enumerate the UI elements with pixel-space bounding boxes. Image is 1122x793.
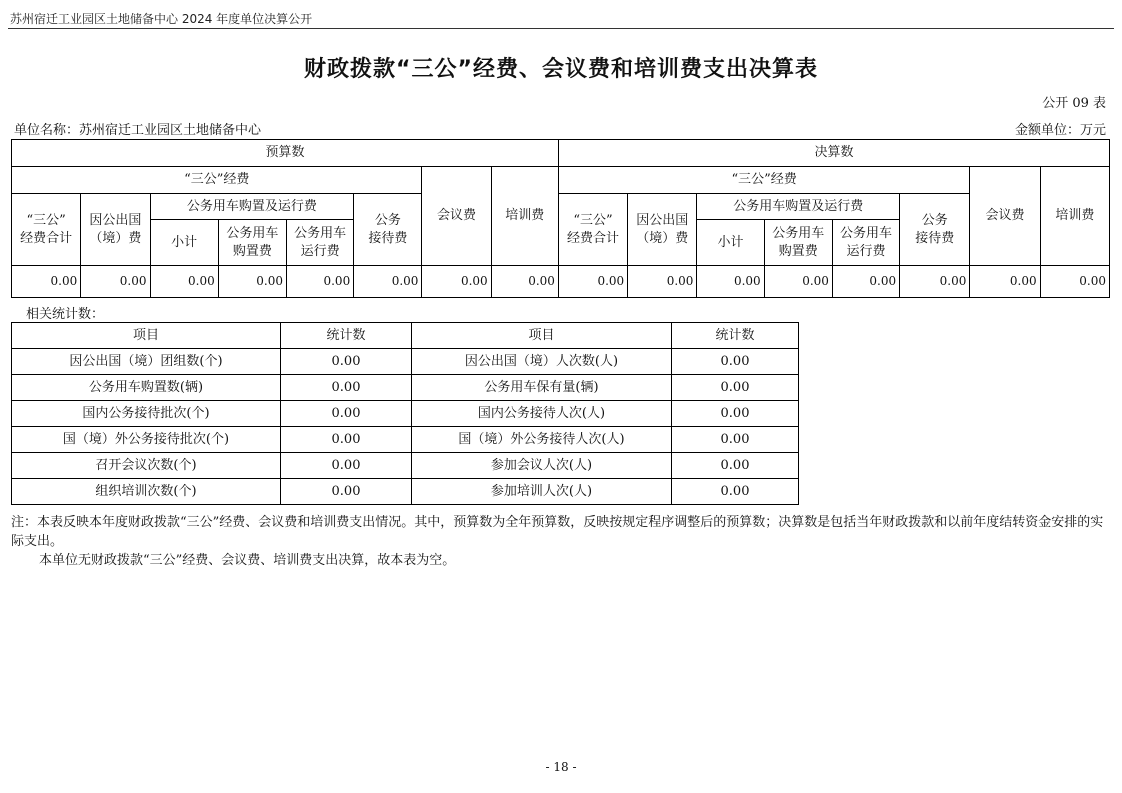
- table-row: [12, 427, 799, 453]
- values-row: [12, 266, 1110, 298]
- final-car-run-header: 公务用车 运行费: [832, 220, 899, 266]
- final-car-purchase-header: 公务用车 购置费: [764, 220, 832, 266]
- final-abroad-header: 因公出国 （境）费: [628, 194, 697, 266]
- document-header: 苏州宿迁工业园区土地储备中心 2024 年度单位决算公开: [10, 12, 313, 26]
- table-row: [12, 401, 799, 427]
- stats-value: 0.00: [281, 349, 412, 375]
- stats-value: 0.00: [672, 401, 799, 427]
- expenditure-table: [11, 139, 1110, 298]
- footnote-line: 注：本表反映本年度财政拨款“三公”经费、会议费和培训费支出情况。其中，预算数为全年预算数，反映按规定程序调整后的预算数；决算数是包括当年财政拨款和以前年度结转资金安排的实际支出。: [11, 515, 1104, 549]
- table-row: [12, 453, 799, 479]
- final-meeting-value: 0.00: [970, 266, 1040, 298]
- final-total-header: “三公” 经费合计: [558, 194, 627, 266]
- header-divider: [8, 28, 1114, 29]
- page-title: 财政拨款“三公”经费、会议费和培训费支出决算表: [304, 57, 818, 82]
- stats-value: 0.00: [672, 375, 799, 401]
- budget-meeting-header: 会议费: [422, 167, 491, 266]
- final-reception-header: 公务 接待费: [900, 194, 970, 266]
- budget-total-value: 0.00: [12, 266, 81, 298]
- final-subtotal-value: 0.00: [697, 266, 764, 298]
- budget-meeting-value: 0.00: [422, 266, 491, 298]
- stats-value: 0.00: [672, 479, 799, 505]
- stats-value: 0.00: [281, 427, 412, 453]
- budget-abroad-value: 0.00: [81, 266, 150, 298]
- budget-subtotal-value: 0.00: [150, 266, 218, 298]
- stats-value: 0.00: [281, 453, 412, 479]
- stats-value: 0.00: [672, 349, 799, 375]
- final-car-purchase-value: 0.00: [764, 266, 832, 298]
- stats-item: 国（境）外公务接待人次(人): [412, 427, 672, 453]
- stats-value: 0.00: [672, 453, 799, 479]
- money-unit: 金额单位：万元: [1014, 123, 1106, 138]
- stats-item: 因公出国（境）团组数(个): [12, 349, 281, 375]
- stats-item: 国内公务接待批次(个): [12, 401, 281, 427]
- footnote-line: 本单位无财政拨款“三公”经费、会议费、培训费支出决算，故本表为空。: [39, 553, 456, 568]
- budget-training-header: 培训费: [491, 167, 558, 266]
- stats-value: 0.00: [672, 427, 799, 453]
- final-training-value: 0.00: [1040, 266, 1109, 298]
- budget-car-purchase-header: 公务用车 购置费: [218, 220, 286, 266]
- table-row: [12, 375, 799, 401]
- stats-item: 国（境）外公务接待批次(个): [12, 427, 281, 453]
- stats-item: 因公出国（境）人次数(人): [412, 349, 672, 375]
- unit-name: 单位名称：苏州宿迁工业园区土地储备中心: [14, 123, 262, 138]
- final-header: 决算数: [558, 140, 1109, 167]
- stats-item: 组织培训次数(个): [12, 479, 281, 505]
- budget-sangong-header: “三公”经费: [12, 167, 422, 194]
- budget-car-purchase-value: 0.00: [218, 266, 286, 298]
- final-total-value: 0.00: [558, 266, 627, 298]
- table-row: [12, 479, 799, 505]
- budget-reception-header: 公务 接待费: [354, 194, 422, 266]
- final-reception-value: 0.00: [900, 266, 970, 298]
- stats-count-header: 统计数: [281, 323, 412, 349]
- stats-value: 0.00: [281, 479, 412, 505]
- stats-item-header: 项目: [412, 323, 672, 349]
- budget-total-header: “三公” 经费合计: [12, 194, 81, 266]
- stats-count-header: 统计数: [672, 323, 799, 349]
- budget-training-value: 0.00: [491, 266, 558, 298]
- stats-value: 0.00: [281, 375, 412, 401]
- final-abroad-value: 0.00: [628, 266, 697, 298]
- final-subtotal-header: 小计: [697, 220, 764, 266]
- stats-item: 参加培训人次(人): [412, 479, 672, 505]
- final-training-header: 培训费: [1040, 167, 1109, 266]
- stats-item-header: 项目: [12, 323, 281, 349]
- stats-item: 公务用车购置数(辆): [12, 375, 281, 401]
- page-number: - 18 -: [545, 760, 577, 774]
- budget-header: 预算数: [12, 140, 559, 167]
- table-row: [12, 349, 799, 375]
- stats-item: 公务用车保有量(辆): [412, 375, 672, 401]
- budget-car-header: 公务用车购置及运行费: [150, 194, 354, 220]
- stats-item: 召开会议次数(个): [12, 453, 281, 479]
- budget-subtotal-header: 小计: [150, 220, 218, 266]
- form-number: 公开 09 表: [1042, 96, 1106, 111]
- final-meeting-header: 会议费: [970, 167, 1040, 266]
- footnote: [11, 513, 1111, 570]
- budget-car-run-value: 0.00: [286, 266, 353, 298]
- stats-label: 相关统计数：: [26, 307, 105, 322]
- final-sangong-header: “三公”经费: [558, 167, 969, 194]
- final-car-header: 公务用车购置及运行费: [697, 194, 900, 220]
- stats-item: 国内公务接待人次(人): [412, 401, 672, 427]
- stats-table: [11, 322, 799, 505]
- stats-item: 参加会议人次(人): [412, 453, 672, 479]
- budget-abroad-header: 因公出国 （境）费: [81, 194, 150, 266]
- final-car-run-value: 0.00: [832, 266, 899, 298]
- budget-reception-value: 0.00: [354, 266, 422, 298]
- stats-value: 0.00: [281, 401, 412, 427]
- budget-car-run-header: 公务用车 运行费: [286, 220, 353, 266]
